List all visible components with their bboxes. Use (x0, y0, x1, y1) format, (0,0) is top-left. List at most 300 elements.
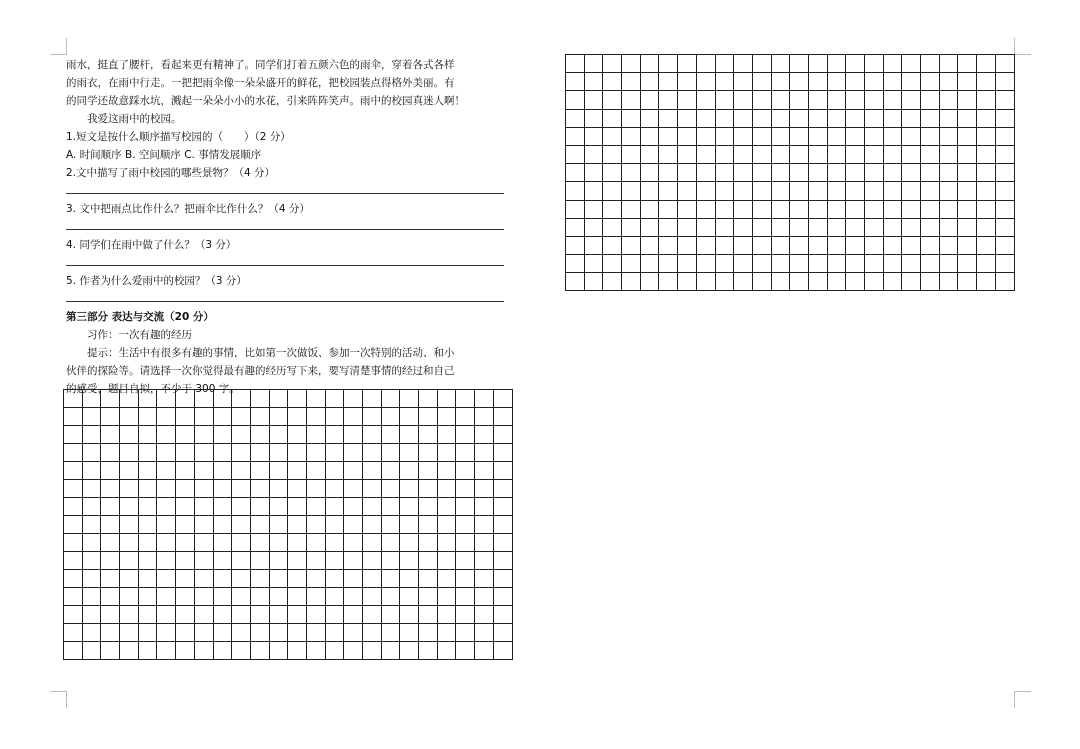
grid-cell[interactable] (958, 146, 977, 164)
grid-cell[interactable] (83, 570, 102, 588)
grid-cell[interactable] (846, 219, 865, 237)
grid-cell[interactable] (809, 91, 828, 109)
grid-cell[interactable] (697, 164, 716, 182)
grid-cell[interactable] (251, 588, 270, 606)
grid-cell[interactable] (307, 426, 326, 444)
grid-cell[interactable] (697, 219, 716, 237)
grid-cell[interactable] (475, 408, 494, 426)
grid-cell[interactable] (307, 534, 326, 552)
grid-cell[interactable] (382, 552, 401, 570)
grid-cell[interactable] (940, 146, 959, 164)
grid-cell[interactable] (697, 128, 716, 146)
grid-cell[interactable] (494, 588, 513, 606)
grid-cell[interactable] (921, 219, 940, 237)
grid-cell[interactable] (475, 606, 494, 624)
grid-cell[interactable] (176, 552, 195, 570)
grid-cell[interactable] (270, 624, 289, 642)
grid-cell[interactable] (697, 201, 716, 219)
grid-cell[interactable] (940, 273, 959, 291)
grid-cell[interactable] (884, 201, 903, 219)
grid-cell[interactable] (83, 390, 102, 408)
grid-cell[interactable] (288, 624, 307, 642)
grid-cell[interactable] (344, 606, 363, 624)
grid-cell[interactable] (996, 255, 1015, 273)
grid-cell[interactable] (622, 237, 641, 255)
grid-cell[interactable] (958, 273, 977, 291)
grid-cell[interactable] (382, 444, 401, 462)
grid-cell[interactable] (270, 516, 289, 534)
grid-cell[interactable] (251, 480, 270, 498)
grid-cell[interactable] (659, 110, 678, 128)
grid-cell[interactable] (139, 408, 158, 426)
grid-cell[interactable] (195, 498, 214, 516)
grid-cell[interactable] (940, 91, 959, 109)
grid-cell[interactable] (344, 588, 363, 606)
grid-cell[interactable] (865, 110, 884, 128)
grid-cell[interactable] (996, 201, 1015, 219)
grid-cell[interactable] (139, 606, 158, 624)
grid-cell[interactable] (734, 182, 753, 200)
grid-cell[interactable] (566, 273, 585, 291)
grid-cell[interactable] (734, 201, 753, 219)
grid-cell[interactable] (678, 273, 697, 291)
grid-cell[interactable] (307, 444, 326, 462)
composition-grid-left[interactable] (63, 389, 513, 660)
grid-cell[interactable] (622, 201, 641, 219)
grid-cell[interactable] (884, 237, 903, 255)
grid-cell[interactable] (772, 91, 791, 109)
grid-cell[interactable] (176, 480, 195, 498)
grid-cell[interactable] (790, 219, 809, 237)
grid-cell[interactable] (344, 570, 363, 588)
grid-cell[interactable] (902, 91, 921, 109)
grid-cell[interactable] (232, 570, 251, 588)
grid-cell[interactable] (456, 498, 475, 516)
grid-cell[interactable] (734, 73, 753, 91)
grid-cell[interactable] (382, 462, 401, 480)
grid-cell[interactable] (400, 462, 419, 480)
grid-cell[interactable] (921, 128, 940, 146)
grid-cell[interactable] (659, 219, 678, 237)
grid-cell[interactable] (902, 55, 921, 73)
grid-cell[interactable] (176, 426, 195, 444)
grid-cell[interactable] (232, 534, 251, 552)
grid-cell[interactable] (809, 273, 828, 291)
grid-cell[interactable] (176, 390, 195, 408)
grid-cell[interactable] (120, 516, 139, 534)
grid-cell[interactable] (419, 642, 438, 660)
grid-cell[interactable] (902, 237, 921, 255)
grid-cell[interactable] (382, 480, 401, 498)
grid-cell[interactable] (678, 55, 697, 73)
grid-cell[interactable] (176, 606, 195, 624)
grid-cell[interactable] (641, 255, 660, 273)
grid-cell[interactable] (419, 462, 438, 480)
grid-cell[interactable] (307, 390, 326, 408)
grid-cell[interactable] (921, 110, 940, 128)
grid-cell[interactable] (828, 201, 847, 219)
grid-cell[interactable] (456, 516, 475, 534)
grid-cell[interactable] (176, 642, 195, 660)
grid-cell[interactable] (734, 219, 753, 237)
grid-cell[interactable] (64, 588, 83, 606)
grid-cell[interactable] (753, 164, 772, 182)
grid-cell[interactable] (120, 426, 139, 444)
grid-cell[interactable] (585, 55, 604, 73)
grid-cell[interactable] (64, 426, 83, 444)
grid-cell[interactable] (195, 408, 214, 426)
grid-cell[interactable] (363, 624, 382, 642)
grid-cell[interactable] (438, 534, 457, 552)
grid-cell[interactable] (157, 642, 176, 660)
grid-cell[interactable] (753, 91, 772, 109)
grid-cell[interactable] (101, 606, 120, 624)
grid-cell[interactable] (101, 624, 120, 642)
grid-cell[interactable] (64, 390, 83, 408)
grid-cell[interactable] (566, 164, 585, 182)
grid-cell[interactable] (772, 182, 791, 200)
grid-cell[interactable] (251, 516, 270, 534)
grid-cell[interactable] (382, 570, 401, 588)
grid-cell[interactable] (790, 146, 809, 164)
grid-cell[interactable] (400, 552, 419, 570)
grid-cell[interactable] (603, 55, 622, 73)
grid-cell[interactable] (846, 237, 865, 255)
grid-cell[interactable] (64, 624, 83, 642)
grid-cell[interactable] (716, 255, 735, 273)
grid-cell[interactable] (64, 408, 83, 426)
grid-cell[interactable] (641, 201, 660, 219)
grid-cell[interactable] (400, 534, 419, 552)
grid-cell[interactable] (828, 73, 847, 91)
grid-cell[interactable] (809, 237, 828, 255)
grid-cell[interactable] (716, 237, 735, 255)
grid-cell[interactable] (585, 182, 604, 200)
grid-cell[interactable] (846, 273, 865, 291)
grid-cell[interactable] (438, 624, 457, 642)
grid-cell[interactable] (363, 462, 382, 480)
grid-cell[interactable] (585, 164, 604, 182)
grid-cell[interactable] (475, 498, 494, 516)
grid-cell[interactable] (419, 480, 438, 498)
grid-cell[interactable] (603, 146, 622, 164)
grid-cell[interactable] (865, 164, 884, 182)
grid-cell[interactable] (157, 534, 176, 552)
grid-cell[interactable] (419, 552, 438, 570)
grid-cell[interactable] (251, 606, 270, 624)
grid-cell[interactable] (326, 498, 345, 516)
grid-cell[interactable] (884, 164, 903, 182)
grid-cell[interactable] (846, 182, 865, 200)
grid-cell[interactable] (176, 624, 195, 642)
grid-cell[interactable] (195, 552, 214, 570)
grid-cell[interactable] (790, 164, 809, 182)
grid-cell[interactable] (176, 444, 195, 462)
grid-cell[interactable] (400, 408, 419, 426)
grid-cell[interactable] (101, 642, 120, 660)
grid-cell[interactable] (846, 164, 865, 182)
grid-cell[interactable] (83, 588, 102, 606)
grid-cell[interactable] (884, 73, 903, 91)
grid-cell[interactable] (195, 588, 214, 606)
grid-cell[interactable] (157, 498, 176, 516)
grid-cell[interactable] (382, 408, 401, 426)
grid-cell[interactable] (456, 480, 475, 498)
grid-cell[interactable] (214, 570, 233, 588)
grid-cell[interactable] (139, 462, 158, 480)
grid-cell[interactable] (641, 91, 660, 109)
grid-cell[interactable] (659, 164, 678, 182)
grid-cell[interactable] (494, 426, 513, 444)
grid-cell[interactable] (232, 624, 251, 642)
grid-cell[interactable] (120, 498, 139, 516)
grid-cell[interactable] (344, 642, 363, 660)
grid-cell[interactable] (214, 462, 233, 480)
grid-cell[interactable] (176, 516, 195, 534)
grid-cell[interactable] (772, 201, 791, 219)
grid-cell[interactable] (940, 73, 959, 91)
grid-cell[interactable] (790, 110, 809, 128)
grid-cell[interactable] (64, 534, 83, 552)
grid-cell[interactable] (101, 570, 120, 588)
grid-cell[interactable] (734, 164, 753, 182)
grid-cell[interactable] (326, 534, 345, 552)
grid-cell[interactable] (622, 73, 641, 91)
grid-cell[interactable] (382, 606, 401, 624)
grid-cell[interactable] (400, 426, 419, 444)
answer-line[interactable] (66, 290, 504, 302)
grid-cell[interactable] (419, 444, 438, 462)
grid-cell[interactable] (603, 255, 622, 273)
grid-cell[interactable] (214, 498, 233, 516)
grid-cell[interactable] (828, 146, 847, 164)
grid-cell[interactable] (326, 426, 345, 444)
grid-cell[interactable] (195, 480, 214, 498)
grid-cell[interactable] (828, 128, 847, 146)
grid-cell[interactable] (307, 606, 326, 624)
grid-cell[interactable] (865, 273, 884, 291)
grid-cell[interactable] (419, 606, 438, 624)
grid-cell[interactable] (846, 73, 865, 91)
grid-cell[interactable] (809, 55, 828, 73)
grid-cell[interactable] (846, 146, 865, 164)
grid-cell[interactable] (921, 91, 940, 109)
grid-cell[interactable] (996, 273, 1015, 291)
grid-cell[interactable] (438, 408, 457, 426)
grid-cell[interactable] (288, 516, 307, 534)
grid-cell[interactable] (734, 91, 753, 109)
grid-cell[interactable] (828, 273, 847, 291)
grid-cell[interactable] (344, 408, 363, 426)
grid-cell[interactable] (921, 273, 940, 291)
grid-cell[interactable] (977, 182, 996, 200)
grid-cell[interactable] (865, 55, 884, 73)
grid-cell[interactable] (977, 164, 996, 182)
grid-cell[interactable] (475, 462, 494, 480)
grid-cell[interactable] (753, 201, 772, 219)
grid-cell[interactable] (921, 201, 940, 219)
grid-cell[interactable] (288, 570, 307, 588)
grid-cell[interactable] (326, 606, 345, 624)
grid-cell[interactable] (585, 73, 604, 91)
grid-cell[interactable] (603, 128, 622, 146)
grid-cell[interactable] (846, 55, 865, 73)
grid-cell[interactable] (438, 588, 457, 606)
grid-cell[interactable] (83, 642, 102, 660)
grid-cell[interactable] (641, 219, 660, 237)
grid-cell[interactable] (566, 55, 585, 73)
grid-cell[interactable] (475, 534, 494, 552)
grid-cell[interactable] (716, 55, 735, 73)
grid-cell[interactable] (940, 237, 959, 255)
grid-cell[interactable] (659, 73, 678, 91)
grid-cell[interactable] (101, 408, 120, 426)
grid-cell[interactable] (958, 91, 977, 109)
grid-cell[interactable] (195, 462, 214, 480)
grid-cell[interactable] (678, 182, 697, 200)
grid-cell[interactable] (996, 128, 1015, 146)
grid-cell[interactable] (438, 552, 457, 570)
grid-cell[interactable] (809, 219, 828, 237)
grid-cell[interactable] (790, 182, 809, 200)
grid-cell[interactable] (120, 624, 139, 642)
grid-cell[interactable] (214, 480, 233, 498)
grid-cell[interactable] (232, 606, 251, 624)
grid-cell[interactable] (996, 146, 1015, 164)
grid-cell[interactable] (884, 110, 903, 128)
grid-cell[interactable] (64, 606, 83, 624)
grid-cell[interactable] (382, 642, 401, 660)
grid-cell[interactable] (884, 91, 903, 109)
grid-cell[interactable] (566, 182, 585, 200)
grid-cell[interactable] (176, 588, 195, 606)
grid-cell[interactable] (494, 606, 513, 624)
grid-cell[interactable] (772, 146, 791, 164)
grid-cell[interactable] (641, 128, 660, 146)
grid-cell[interactable] (307, 588, 326, 606)
grid-cell[interactable] (120, 534, 139, 552)
grid-cell[interactable] (270, 498, 289, 516)
grid-cell[interactable] (753, 128, 772, 146)
grid-cell[interactable] (288, 444, 307, 462)
grid-cell[interactable] (382, 534, 401, 552)
grid-cell[interactable] (307, 516, 326, 534)
grid-cell[interactable] (363, 534, 382, 552)
grid-cell[interactable] (846, 91, 865, 109)
grid-cell[interactable] (157, 480, 176, 498)
grid-cell[interactable] (659, 273, 678, 291)
grid-cell[interactable] (157, 552, 176, 570)
grid-cell[interactable] (641, 55, 660, 73)
grid-cell[interactable] (326, 444, 345, 462)
grid-cell[interactable] (996, 110, 1015, 128)
grid-cell[interactable] (921, 164, 940, 182)
grid-cell[interactable] (139, 480, 158, 498)
answer-line[interactable] (66, 218, 504, 230)
grid-cell[interactable] (232, 390, 251, 408)
grid-cell[interactable] (697, 73, 716, 91)
grid-cell[interactable] (288, 480, 307, 498)
grid-cell[interactable] (176, 570, 195, 588)
grid-cell[interactable] (139, 444, 158, 462)
grid-cell[interactable] (902, 164, 921, 182)
grid-cell[interactable] (977, 55, 996, 73)
grid-cell[interactable] (438, 426, 457, 444)
grid-cell[interactable] (475, 516, 494, 534)
grid-cell[interactable] (419, 624, 438, 642)
composition-grid-right[interactable] (565, 54, 1015, 291)
grid-cell[interactable] (157, 408, 176, 426)
grid-cell[interactable] (566, 128, 585, 146)
grid-cell[interactable] (828, 182, 847, 200)
grid-cell[interactable] (83, 480, 102, 498)
grid-cell[interactable] (176, 498, 195, 516)
grid-cell[interactable] (603, 273, 622, 291)
grid-cell[interactable] (288, 534, 307, 552)
grid-cell[interactable] (753, 146, 772, 164)
grid-cell[interactable] (622, 91, 641, 109)
grid-cell[interactable] (716, 73, 735, 91)
grid-cell[interactable] (734, 128, 753, 146)
grid-cell[interactable] (494, 552, 513, 570)
grid-cell[interactable] (884, 273, 903, 291)
grid-cell[interactable] (996, 55, 1015, 73)
grid-cell[interactable] (232, 516, 251, 534)
grid-cell[interactable] (176, 534, 195, 552)
grid-cell[interactable] (438, 606, 457, 624)
grid-cell[interactable] (232, 426, 251, 444)
grid-cell[interactable] (716, 273, 735, 291)
grid-cell[interactable] (195, 426, 214, 444)
grid-cell[interactable] (195, 624, 214, 642)
grid-cell[interactable] (363, 588, 382, 606)
grid-cell[interactable] (64, 444, 83, 462)
grid-cell[interactable] (603, 73, 622, 91)
grid-cell[interactable] (566, 73, 585, 91)
grid-cell[interactable] (603, 219, 622, 237)
grid-cell[interactable] (921, 146, 940, 164)
grid-cell[interactable] (622, 255, 641, 273)
grid-cell[interactable] (307, 570, 326, 588)
grid-cell[interactable] (419, 390, 438, 408)
grid-cell[interactable] (603, 164, 622, 182)
grid-cell[interactable] (641, 182, 660, 200)
grid-cell[interactable] (977, 146, 996, 164)
grid-cell[interactable] (494, 642, 513, 660)
grid-cell[interactable] (307, 498, 326, 516)
grid-cell[interactable] (326, 552, 345, 570)
grid-cell[interactable] (865, 255, 884, 273)
grid-cell[interactable] (659, 146, 678, 164)
grid-cell[interactable] (603, 91, 622, 109)
grid-cell[interactable] (753, 73, 772, 91)
grid-cell[interactable] (475, 444, 494, 462)
grid-cell[interactable] (494, 534, 513, 552)
grid-cell[interactable] (400, 498, 419, 516)
grid-cell[interactable] (585, 237, 604, 255)
answer-line[interactable] (66, 254, 504, 266)
grid-cell[interactable] (83, 534, 102, 552)
grid-cell[interactable] (195, 570, 214, 588)
grid-cell[interactable] (977, 91, 996, 109)
grid-cell[interactable] (958, 237, 977, 255)
grid-cell[interactable] (716, 91, 735, 109)
grid-cell[interactable] (382, 498, 401, 516)
grid-cell[interactable] (139, 552, 158, 570)
grid-cell[interactable] (101, 588, 120, 606)
grid-cell[interactable] (753, 255, 772, 273)
grid-cell[interactable] (288, 498, 307, 516)
